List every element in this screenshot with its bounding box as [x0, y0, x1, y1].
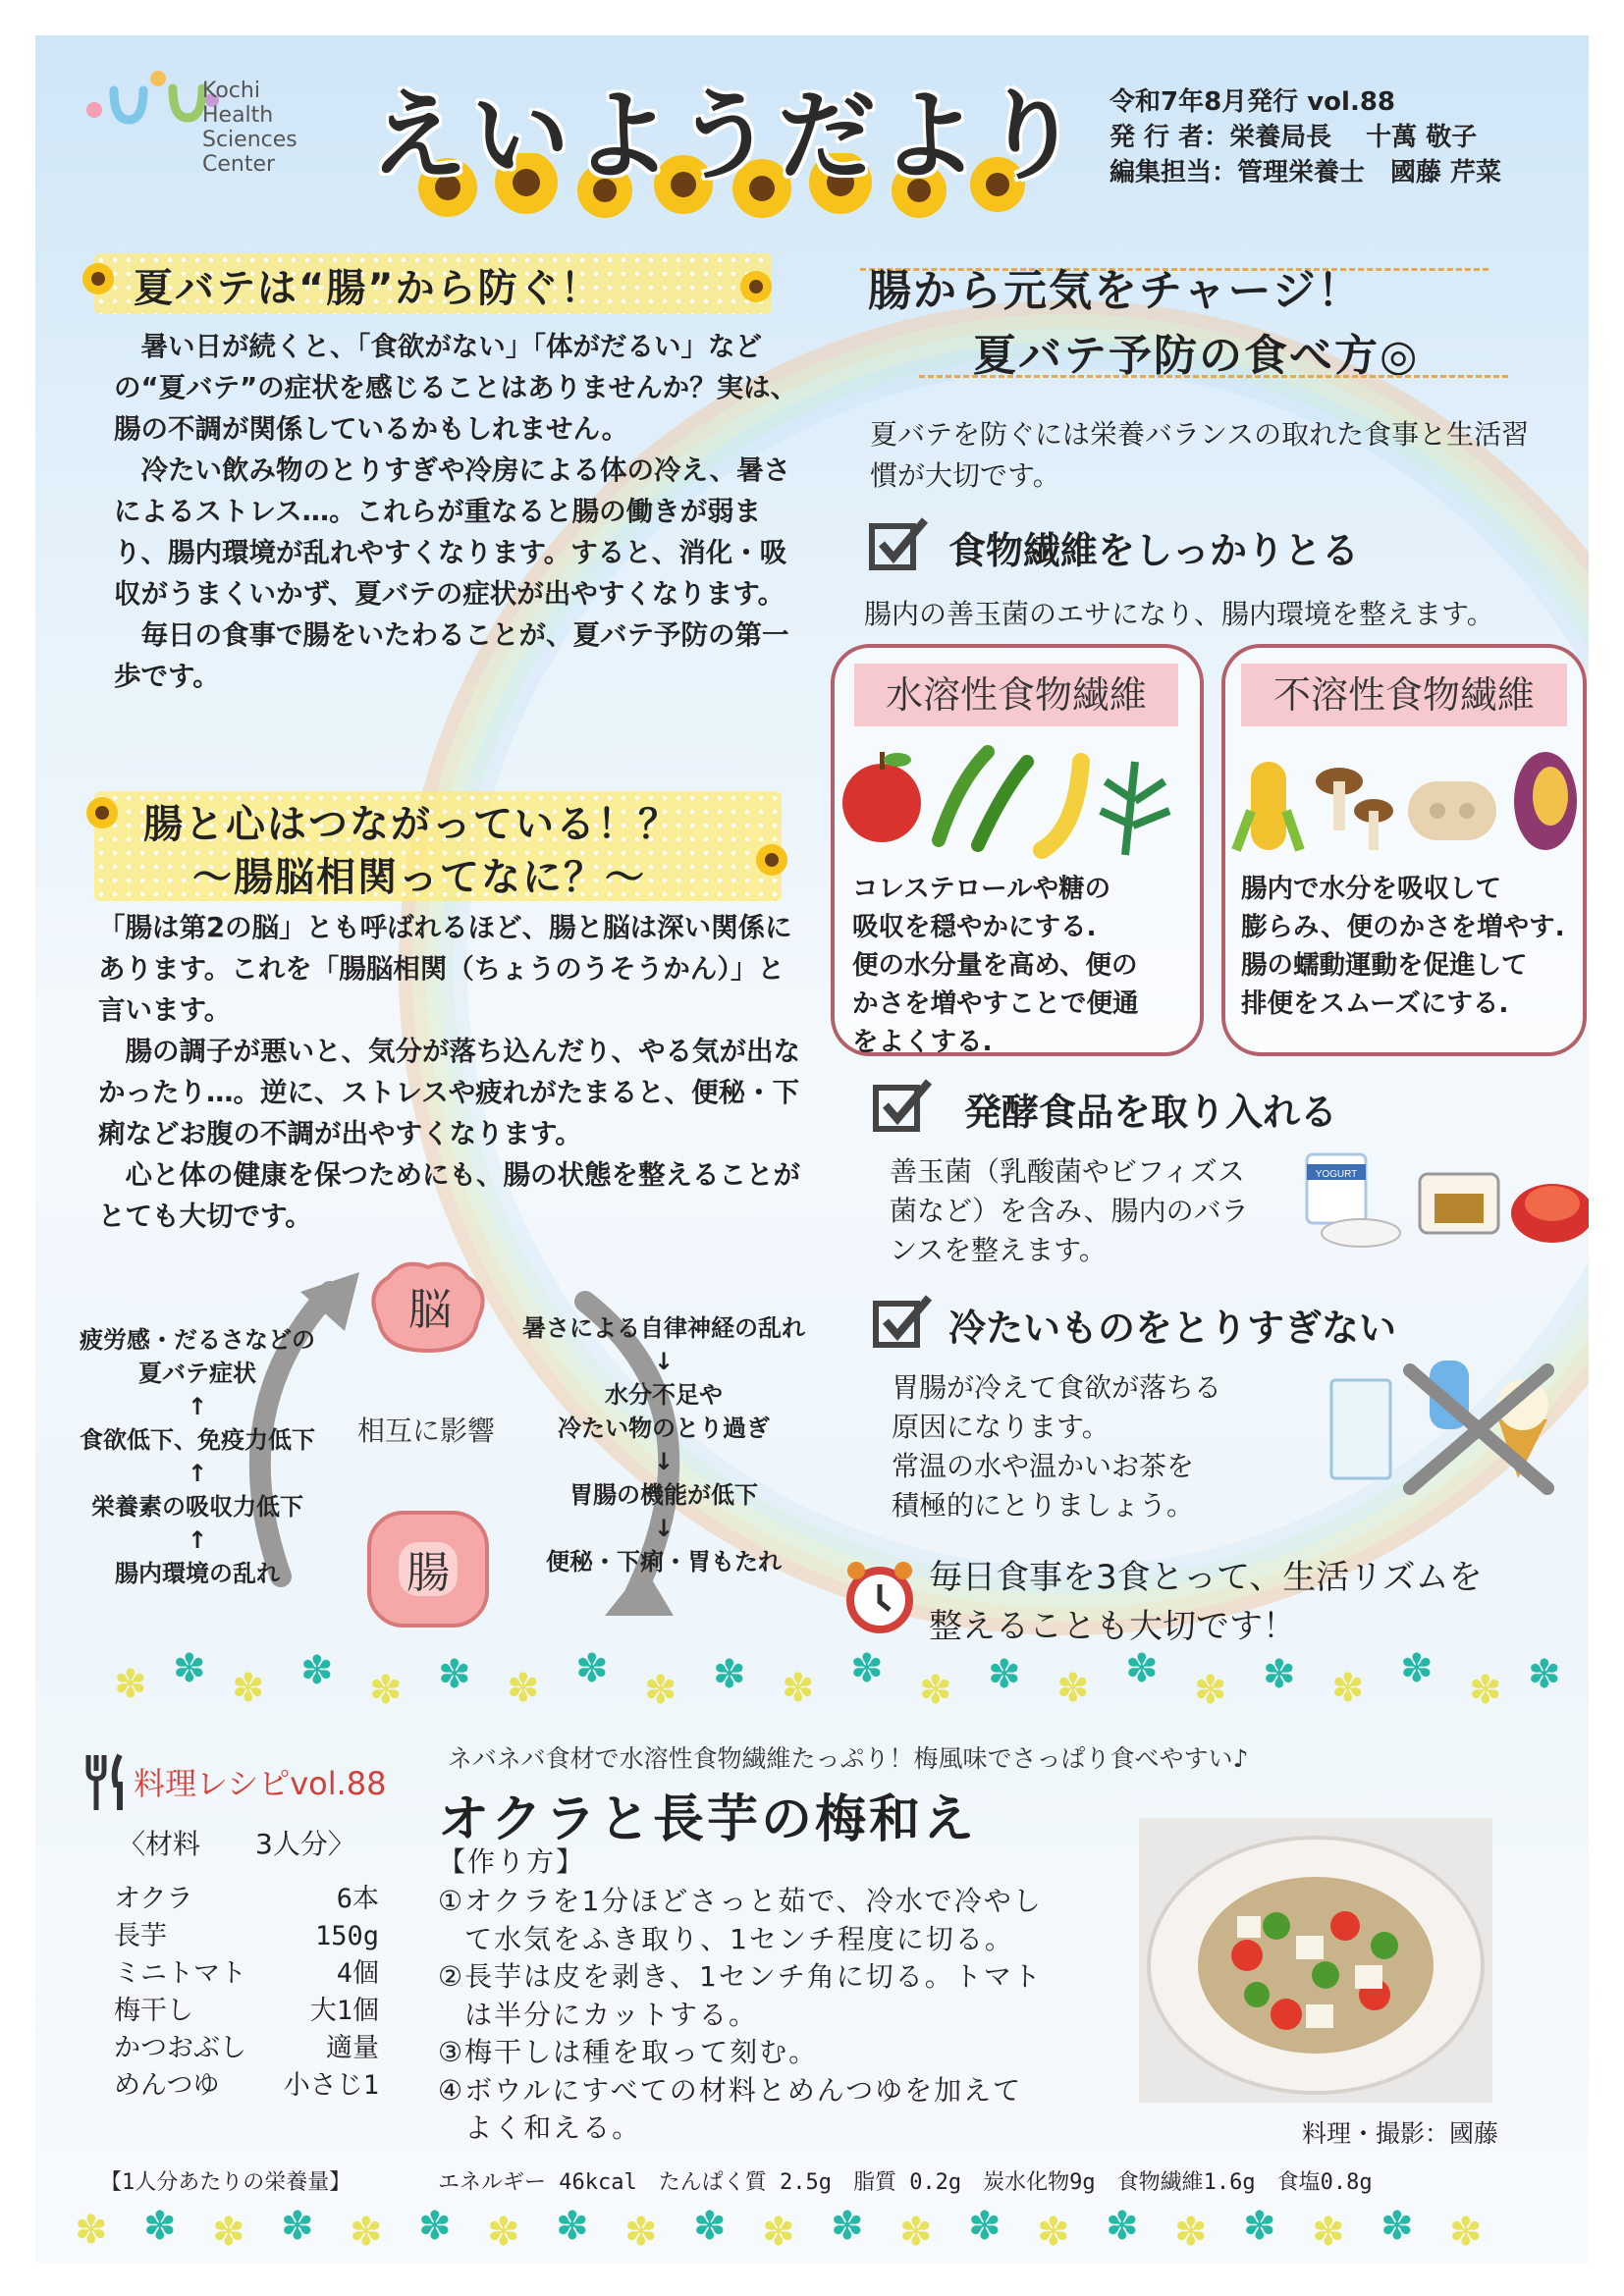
step-line: よく和える。 [464, 2111, 642, 2144]
chain-item: 腸内環境の乱れ [115, 1560, 280, 1587]
ingredient-amount: 小さじ1 [283, 2070, 379, 2101]
text-line: 積極的にとりましょう。 [892, 1489, 1195, 1522]
ingredient-row [114, 1955, 379, 1993]
text-line: 原因になります。 [892, 1411, 1110, 1443]
arrow-down-icon: ↓ [653, 1448, 675, 1475]
section1-body [114, 326, 801, 697]
ingredient-name: ミニトマト [114, 1958, 246, 1989]
title-underline [919, 375, 1508, 378]
logo-line: Center [202, 152, 276, 177]
publisher: 発 行 者：栄養局長 十萬 敬子 [1110, 123, 1478, 152]
ingredient-row [114, 2067, 379, 2105]
ingredient-name: オクラ [114, 1884, 193, 1914]
recipe-label: 料理レシピvol.88 [134, 1765, 387, 1802]
photo-credit: 料理・撮影：國藤 [1302, 2119, 1499, 2148]
ingredient-name: 梅干し [114, 1996, 193, 2026]
point2-text [890, 1152, 1249, 1270]
step-number: ② [438, 1960, 465, 1993]
paragraph: 冷たい飲み物のとりすぎや冷房による体の冷え、暑さによるストレス…。これらが重なると腸の働きが弱まり、腸内環境が乱れやすくなります。すると、消化・吸収がうまくいかず、夏バテの症状が出やすくなります。 [114, 454, 791, 610]
editor: 編集担当：管理栄養士 國藤 芹菜 [1110, 158, 1502, 187]
nutrition-heading: 【1人分あたりの栄養量】 [100, 2170, 352, 2195]
arrow-up-icon: ↑ [187, 1460, 208, 1487]
ingredient-name: 長芋 [114, 1921, 167, 1951]
ingredients-list [114, 1881, 379, 2105]
soluble-fiber-foods-image [840, 742, 1194, 860]
ingredient-name: かつおぶし [114, 2033, 246, 2063]
card-line: 腸の蠕動運動を促進して [1241, 950, 1528, 981]
step-row [438, 2072, 1145, 2148]
ingredient-amount: 大1個 [309, 1996, 379, 2026]
arrow-up-icon: ↑ [187, 1393, 208, 1420]
section2-heading: 腸と心はつながっている！？ [143, 802, 679, 847]
newsletter-title: えいようだより [369, 79, 1084, 193]
ingredient-name: めんつゆ [114, 2070, 220, 2101]
step-number: ④ [438, 2073, 465, 2107]
chain-item: 栄養素の吸収力低下 [91, 1493, 303, 1521]
checkbox-icon [872, 1078, 935, 1133]
soluble-fiber-text [852, 870, 1196, 1061]
nutrition-values: エネルギー 46kcal たんぱく質 2.5g 脂質 0.2g 炭水化物9g 食物繊維1.6g 食塩0.8g [438, 2170, 1373, 2195]
paragraph: 毎日の食事で腸をいたわることが、夏バテ予防の第一歩です。 [114, 619, 789, 692]
step-line: は半分にカットする。 [464, 1998, 758, 2031]
text-line: ンスを整えます。 [890, 1234, 1107, 1266]
point3-text [892, 1368, 1221, 1525]
ingredient-amount: 適量 [326, 2033, 379, 2063]
mutual-influence-label: 相互に影響 [357, 1415, 496, 1447]
bottom-star-border: ✽ ✽ ✽ ✽ ✽ ✽ ✽ ✽ ✽ ✽ ✽ ✽ ✽ ✽ ✽ ✽ ✽ ✽ ✽ ✽ ✽ [75, 2204, 1483, 2255]
issue-info [1110, 84, 1501, 190]
chain-item: 水分不足や [605, 1381, 723, 1409]
issue-number: 令和7年8月発行 vol.88 [1110, 87, 1396, 117]
paragraph: 「腸は第2の脳」とも呼ばれるほど、腸と脳は深い関係にあります。これを「腸脳相関（ちょうのうそうかん）」と言います。 [98, 912, 792, 1026]
logo-line: Kochi [202, 79, 260, 103]
section2-body [98, 907, 805, 1237]
gut-label: 腸 [406, 1548, 450, 1598]
paragraph: 暑い日が続くと、「食欲がない」「体がだるい」などの“夏バテ”の症状を感じることはありませんか？実は、腸の不調が関係しているかもしれません。 [114, 331, 798, 445]
fork-knife-icon [82, 1751, 132, 1814]
text-line: 善玉菌（乳酸菌やビフィズス [890, 1155, 1245, 1188]
step-number: ① [438, 1885, 465, 1917]
chain-item: 夏バテ症状 [138, 1360, 256, 1387]
text-line: 菌など）を含み、腸内のバラ [890, 1195, 1249, 1227]
paragraph: 心と体の健康を保つためにも、腸の状態を整えることがとても大切です。 [98, 1159, 800, 1232]
alarm-clock-icon [840, 1557, 919, 1635]
yogurt-label: YOGURT [1315, 1169, 1358, 1180]
point3-heading: 冷たいものをとりすぎない [948, 1307, 1397, 1350]
insoluble-fiber-heading: 不溶性食物繊維 [1241, 664, 1567, 726]
step-line: て水気をふき取り、1センチ程度に切る。 [464, 1922, 1014, 1955]
checkbox-icon [868, 516, 931, 571]
ingredient-row [114, 1918, 379, 1955]
section1-heading: 夏バテは“腸”から防ぐ！ [134, 266, 602, 311]
arrow-down-icon: ↓ [653, 1515, 675, 1542]
left-symptom-chain [55, 1323, 340, 1590]
paragraph: 腸の調子が悪いと、気分が落ち込んだり、やる気が出なかったり…。逆に、ストレスや疲れがたまると、便秘・下痢などお腹の不調が出やすくなります。 [98, 1036, 800, 1149]
right-intro: 夏バテを防ぐには栄養バランスの取れた食事と生活習慣が大切です。 [870, 418, 1530, 492]
card-line: かさを増やすことで便通 [852, 988, 1139, 1019]
logo-line: Sciences [202, 128, 298, 152]
step-line: ボウルにすべての材料とめんつゆを加えて [464, 2073, 1023, 2107]
text-line: 毎日食事を3食とって、生活リズムを [929, 1558, 1483, 1597]
right-cause-chain [516, 1311, 811, 1578]
section2-subheading: ～腸脳相関ってなに？～ [192, 855, 646, 900]
chain-item: 食欲低下、免疫力低下 [80, 1426, 315, 1454]
point2-heading: 発酵食品を取り入れる [964, 1091, 1338, 1134]
right-heading-2: 夏バテ予防の食べ方◎ [973, 331, 1420, 381]
card-line: をよくする. [852, 1027, 993, 1057]
arrow-up-icon: ↑ [187, 1526, 208, 1554]
ingredient-amount: 4個 [336, 1958, 379, 1989]
sunflower-icon [736, 267, 776, 306]
step-row [438, 2034, 1145, 2072]
ingredient-row [114, 2030, 379, 2067]
text-line: 胃腸が冷えて食欲が落ちる [892, 1371, 1222, 1404]
recipe-photo [1139, 1818, 1492, 2103]
sunflower-icon [79, 259, 118, 298]
ingredient-amount: 6本 [336, 1884, 379, 1914]
method-steps [438, 1883, 1145, 2148]
card-line: 膨らみ、便のかさを増やす. [1241, 912, 1565, 942]
chain-item: 疲労感・だるさなどの [80, 1326, 315, 1354]
step-line: 長芋は皮を剥き、1センチ角に切る。トマト [464, 1960, 1043, 1993]
ingredient-amount: 150g [314, 1921, 379, 1951]
point1-heading: 食物繊維をしっかりとる [948, 529, 1360, 572]
ingredient-row [114, 1993, 379, 2030]
right-heading-1: 腸から元気をチャージ！ [868, 266, 1363, 316]
ingredients-heading: 〈材料 3人分〉 [118, 1828, 355, 1860]
arrow-down-icon: ↓ [653, 1348, 675, 1375]
card-line: 排便をスムーズにする. [1241, 988, 1509, 1019]
clock-message [929, 1553, 1483, 1651]
sunflower-icon [82, 793, 122, 832]
newsletter-page [35, 35, 1589, 2263]
card-line: 吸収を穏やかにする. [852, 912, 1097, 942]
step-row [438, 1883, 1145, 1958]
step-line: 梅干しは種を取って刻む。 [464, 2036, 819, 2068]
cold-drinks-crossed-image [1322, 1351, 1587, 1498]
method-heading: 【作り方】 [438, 1845, 586, 1878]
card-line: コレステロールや糖の [852, 874, 1111, 904]
star-divider: ✽ ✽ ✽ ✽ ✽ ✽ ✽ ✽ ✽ ✽ ✽ ✽ ✽ ✽ ✽ ✽ ✽ ✽ ✽ ✽ ✽ ✽ [114, 1646, 1561, 1713]
chain-item: 冷たい物のとり過ぎ [558, 1415, 770, 1442]
card-line: 腸内で水分を吸収して [1241, 874, 1501, 904]
checkbox-icon [872, 1294, 935, 1349]
card-line: 便の水分量を高め、便の [852, 950, 1138, 981]
chain-item: 胃腸の機能が低下 [569, 1481, 758, 1509]
step-row [438, 1958, 1145, 2034]
insoluble-fiber-text [1241, 870, 1585, 1023]
point1-text: 腸内の善玉菌のエサになり、腸内環境を整えます。 [864, 598, 1494, 630]
chain-item: 暑さによる自律神経の乱れ [522, 1314, 805, 1342]
insoluble-fiber-foods-image [1231, 742, 1585, 860]
ingredient-row [114, 1881, 379, 1918]
fermented-foods-image [1302, 1145, 1589, 1253]
step-line: オクラを1分ほどさっと茹で、冷水で冷やし [464, 1885, 1043, 1917]
brain-label: 脳 [408, 1285, 452, 1335]
soluble-fiber-heading: 水溶性食物繊維 [854, 664, 1178, 726]
text-line: 常温の水や温かいお茶を [892, 1450, 1195, 1482]
chain-item: 便秘・下痢・胃もたれ [546, 1548, 782, 1575]
recipe-title: オクラと長芋の梅和え [438, 1790, 977, 1849]
logo-line: Health [202, 103, 274, 128]
recipe-catchphrase: ネバネバ食材で水溶性食物繊維たっぷり！梅風味でさっぱり食べやすい♪ [448, 1744, 1249, 1773]
step-number: ③ [438, 2036, 465, 2068]
text-line: 整えることも大切です！ [929, 1607, 1296, 1646]
logo-text [202, 79, 298, 177]
sunflower-icon [752, 840, 791, 880]
